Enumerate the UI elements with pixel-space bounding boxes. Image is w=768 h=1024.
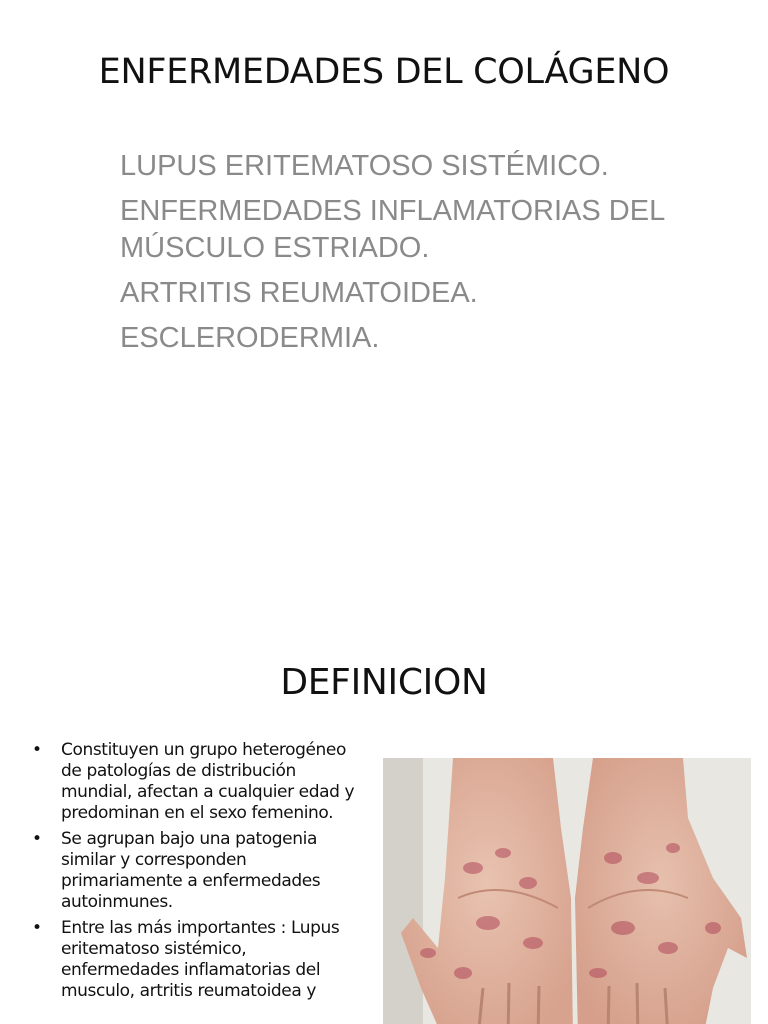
bullet-dot-icon: • <box>32 740 42 760</box>
bullet-text: Constituyen un grupo heterogéneo de patologías de distribución mundial, afectan a cualquier edad y predominan en el sexo femenino. <box>61 740 355 823</box>
bullet-dot-icon: • <box>32 829 42 849</box>
hands-photo-icon <box>383 758 751 1024</box>
bullet-text: Entre las más importantes : Lupus eritematoso sistémico, enfermedades inflamatorias del musculo, artritis reumatoidea y <box>61 918 340 1001</box>
bullet-item <box>32 918 367 1002</box>
definition-bullet-list <box>32 740 367 1007</box>
bullet-dot-icon: • <box>32 918 42 938</box>
bullet-item <box>32 740 367 824</box>
topic-item: ESCLERODERMIA. <box>120 322 380 354</box>
hands-photo <box>383 758 751 1024</box>
topic-item: ENFERMEDADES INFLAMATORIAS DEL MÚSCULO ESTRIADO. <box>120 195 665 264</box>
slide-title: DEFINICION <box>280 662 488 703</box>
topic-list <box>120 148 730 365</box>
topic-item: LUPUS ERITEMATOSO SISTÉMICO. <box>120 150 609 182</box>
bullet-text: Se agrupan bajo una patogenia similar y corresponden primariamente a enfermedades autoinmunes. <box>61 829 321 912</box>
slide-title: ENFERMEDADES DEL COLÁGENO <box>98 52 670 92</box>
topic-item: ARTRITIS REUMATOIDEA. <box>120 277 478 309</box>
slide-2 <box>0 620 768 1024</box>
bullet-item <box>32 829 367 913</box>
